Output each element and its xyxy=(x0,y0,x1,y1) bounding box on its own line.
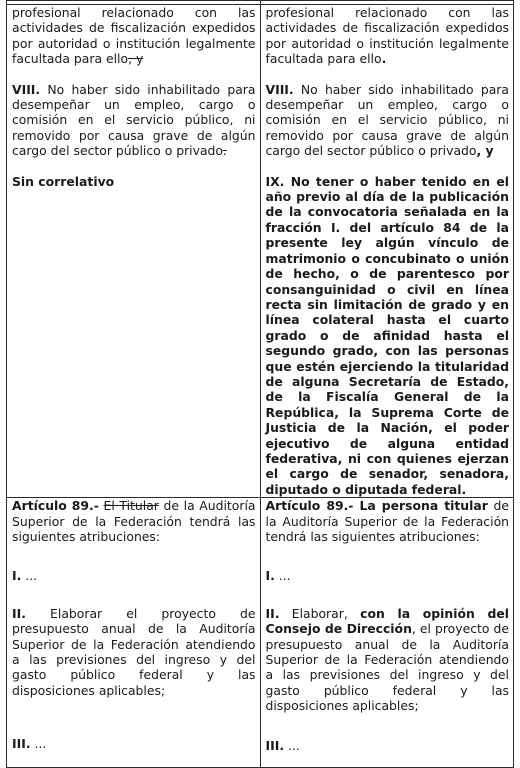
comparison-table xyxy=(6,0,514,768)
fraction-iii: III. ... xyxy=(265,737,300,753)
struck-text: El Titular xyxy=(103,498,159,514)
fraction-i: I. ... xyxy=(265,568,291,584)
paragraph-title-requirement: profesional relacionado con las actividades de fiscalización expedidos por autoridad o institución legalmente facultada para ello. xyxy=(265,5,509,67)
fraction-ii: II. Elaborar el proyecto de presupuesto anual de la Auditoría Superior de la Federación atendiendo a las previsiones del ingreso y del gasto público federal y las disposiciones aplicables; xyxy=(12,605,256,698)
right-cell-article-89 xyxy=(260,498,514,768)
no-correlative-label: Sin correlativo xyxy=(12,173,115,189)
article-89-heading: Artículo 89.- La persona titular de la Auditoría Superior de la Federación tendrá las siguientes atribuciones: xyxy=(265,498,509,544)
struck-text: , y xyxy=(128,51,144,67)
struck-text: . xyxy=(222,143,227,159)
left-cell-fractions xyxy=(7,5,261,498)
article-89-heading: Artículo 89.- El Titular de la Auditoría Superior de la Federación tendrá las siguientes atribuciones: xyxy=(12,498,256,544)
table-row xyxy=(7,5,514,498)
fraction-viii: VIII. No haber sido inhabilitado para desempeñar un empleo, cargo o comisión en el servicio público, ni removido por causa grave de algún cargo del sector público o privado. xyxy=(12,81,256,159)
left-cell-article-89 xyxy=(7,498,261,768)
fraction-viii: VIII. No haber sido inhabilitado para desempeñar un empleo, cargo o comisión en el servicio público, ni removido por causa grave de algún cargo del sector público o privado, y xyxy=(265,81,509,159)
fraction-ii: II. Elaborar, con la opinión del Consejo de Dirección, el proyecto de presupuesto anual de la Auditoría Superior de la Federación atendiendo a las previsiones del ingreso y del gasto público federal y las disposiciones aplicables; xyxy=(265,605,509,714)
document-page xyxy=(6,0,514,768)
fraction-iii: III. ... xyxy=(12,736,47,752)
fraction-ix: IX. No tener o haber tenido en el año previo al día de la publicación de la convocatoria señalada en la fracción I. del artículo 84 de la presente ley algún vínculo de matrimonio o concubinato o unión de hecho, o de parentesco por consanguinidad o civil en línea recta sin limitación de grado y en línea colateral hasta el cuarto grado o de afinidad hasta el segundo grado, con las personas que estén ejerciendo la titularidad de alguna Secretaría de Estado, de la Fiscalía General de la República, la Suprema Corte de Justicia de la Nación, el poder ejecutivo de alguna entidad federativa, ni con quienes ejerzan el cargo de senador, senadora, diputado o diputada federal. xyxy=(265,173,509,497)
table-row xyxy=(7,498,514,768)
fraction-i: I. ... xyxy=(12,568,38,584)
paragraph-title-requirement: profesional relacionado con las actividades de fiscalización expedidos por autoridad o institución legalmente facultada para ello, y xyxy=(12,5,256,67)
right-cell-fractions xyxy=(260,5,514,498)
